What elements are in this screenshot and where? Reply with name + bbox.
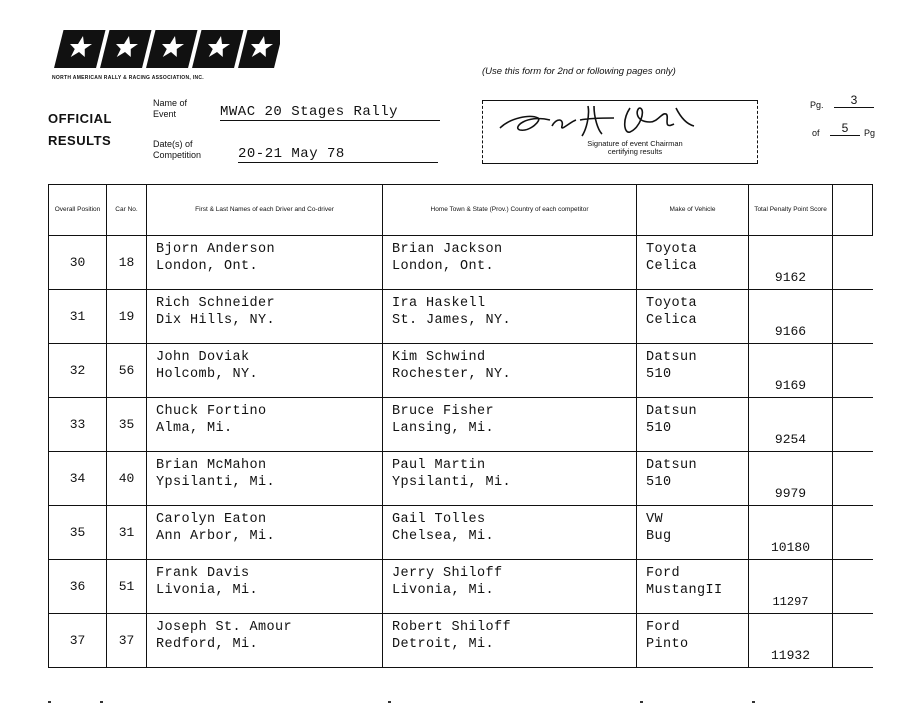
driver-town: Redford, Mi. (156, 637, 259, 652)
overall-position: 34 (49, 452, 107, 506)
page-label: Pg. (810, 100, 824, 110)
codriver-town: Rochester, NY. (392, 367, 512, 382)
car-number: 51 (107, 560, 147, 614)
codriver-name: Kim Schwind (392, 350, 486, 365)
codriver-cell (383, 614, 637, 668)
vehicle-make: Datsun (646, 350, 698, 365)
codriver-town: London, Ont. (392, 259, 495, 274)
codriver-name: Brian Jackson (392, 242, 503, 257)
codriver-name: Gail Tolles (392, 512, 486, 527)
vehicle-model: MustangII (646, 583, 723, 598)
form-note: (Use this form for 2nd or following pages only) (482, 66, 676, 77)
table-row (49, 290, 873, 344)
event-label-line2: Event (153, 109, 177, 119)
page-number: 3 (834, 93, 874, 108)
narra-logo (50, 28, 280, 80)
overall-position: 31 (49, 290, 107, 344)
car-number: 18 (107, 236, 147, 290)
codriver-town: Lansing, Mi. (392, 421, 495, 436)
vehicle-model: Celica (646, 259, 698, 274)
car-number: 31 (107, 506, 147, 560)
codriver-cell (383, 506, 637, 560)
scan-speck (100, 701, 103, 703)
driver-cell (147, 560, 383, 614)
table-row (49, 344, 873, 398)
scan-speck (48, 701, 51, 703)
driver-cell (147, 236, 383, 290)
vehicle-make: Toyota (646, 242, 698, 257)
driver-name: Rich Schneider (156, 296, 276, 311)
penalty-score: 9166 (749, 290, 833, 344)
overall-position: 37 (49, 614, 107, 668)
codriver-town: Chelsea, Mi. (392, 529, 495, 544)
vehicle-make: Datsun (646, 404, 698, 419)
vehicle-model: 510 (646, 421, 672, 436)
overall-position: 30 (49, 236, 107, 290)
signature-caption-line2: certifying results (607, 147, 663, 156)
vehicle-cell (637, 452, 749, 506)
codriver-name: Paul Martin (392, 458, 486, 473)
competition-date: 20-21 May 78 (238, 146, 438, 163)
codriver-name: Ira Haskell (392, 296, 486, 311)
scan-speck (640, 701, 643, 703)
blank-cell (833, 614, 873, 668)
signature-image (490, 100, 710, 140)
vehicle-model: 510 (646, 475, 672, 490)
driver-town: Ypsilanti, Mi. (156, 475, 276, 490)
vehicle-model: Celica (646, 313, 698, 328)
table-row (49, 452, 873, 506)
col-car-number: Car No. (107, 185, 147, 236)
codriver-town: Ypsilanti, Mi. (392, 475, 512, 490)
logo-subtitle: NORTH AMERICAN RALLY & RACING ASSOCIATION, INC. (52, 75, 204, 81)
col-penalty-score: Total Penalty Point Score (749, 185, 833, 236)
codriver-name: Jerry Shiloff (392, 566, 503, 581)
driver-town: London, Ont. (156, 259, 259, 274)
page-total: 5 (830, 121, 860, 136)
blank-cell (833, 290, 873, 344)
vehicle-model: Pinto (646, 637, 689, 652)
driver-town: Livonia, Mi. (156, 583, 259, 598)
vehicle-make: Toyota (646, 296, 698, 311)
table-row (49, 398, 873, 452)
driver-name: Carolyn Eaton (156, 512, 267, 527)
col-home-town: Home Town & State (Prov.) Country of each competitor (383, 185, 637, 236)
vehicle-cell (637, 560, 749, 614)
table-row (49, 614, 873, 668)
overall-position: 33 (49, 398, 107, 452)
date-label-line2: Competition (153, 150, 202, 160)
driver-town: Ann Arbor, Mi. (156, 529, 276, 544)
blank-cell (833, 236, 873, 290)
vehicle-model: 510 (646, 367, 672, 382)
vehicle-cell (637, 506, 749, 560)
driver-name: Bjorn Anderson (156, 242, 276, 257)
signature-caption-line1: Signature of event Chairman (587, 139, 683, 148)
driver-town: Alma, Mi. (156, 421, 233, 436)
car-number: 37 (107, 614, 147, 668)
codriver-cell (383, 398, 637, 452)
driver-name: John Doviak (156, 350, 250, 365)
vehicle-make: Ford (646, 620, 681, 635)
table-row (49, 560, 873, 614)
vehicle-make: VW (646, 512, 664, 527)
penalty-score: 11297 (749, 560, 833, 614)
driver-cell (147, 398, 383, 452)
driver-cell (147, 290, 383, 344)
col-blank (833, 185, 873, 236)
car-number: 56 (107, 344, 147, 398)
overall-position: 35 (49, 506, 107, 560)
codriver-town: Detroit, Mi. (392, 637, 495, 652)
vehicle-cell (637, 236, 749, 290)
penalty-score: 9169 (749, 344, 833, 398)
blank-cell (833, 452, 873, 506)
vehicle-make: Datsun (646, 458, 698, 473)
signature-caption (520, 140, 750, 156)
of-label: of (812, 128, 820, 138)
vehicle-make: Ford (646, 566, 681, 581)
date-label (153, 139, 201, 161)
date-label-line1: Date(s) of (153, 139, 193, 149)
driver-cell (147, 452, 383, 506)
results-table (48, 184, 873, 668)
codriver-town: Livonia, Mi. (392, 583, 495, 598)
codriver-cell (383, 236, 637, 290)
driver-name: Chuck Fortino (156, 404, 267, 419)
penalty-score: 9162 (749, 236, 833, 290)
car-number: 35 (107, 398, 147, 452)
table-row (49, 506, 873, 560)
codriver-cell (383, 560, 637, 614)
vehicle-cell (637, 398, 749, 452)
codriver-cell (383, 290, 637, 344)
event-label (153, 98, 187, 120)
codriver-cell (383, 344, 637, 398)
col-overall-position: Overall Position (49, 185, 107, 236)
scan-speck (388, 701, 391, 703)
results-line: RESULTS (48, 133, 112, 148)
car-number: 40 (107, 452, 147, 506)
vehicle-cell (637, 344, 749, 398)
codriver-cell (383, 452, 637, 506)
driver-cell (147, 506, 383, 560)
driver-town: Holcomb, NY. (156, 367, 259, 382)
event-name: MWAC 20 Stages Rally (220, 104, 440, 121)
driver-name: Brian McMahon (156, 458, 267, 473)
scan-speck (752, 701, 755, 703)
penalty-score: 10180 (749, 506, 833, 560)
driver-cell (147, 344, 383, 398)
blank-cell (833, 506, 873, 560)
vehicle-model: Bug (646, 529, 672, 544)
codriver-name: Robert Shiloff (392, 620, 512, 635)
overall-position: 32 (49, 344, 107, 398)
blank-cell (833, 344, 873, 398)
codriver-name: Bruce Fisher (392, 404, 495, 419)
official-results-heading (48, 108, 112, 152)
driver-cell (147, 614, 383, 668)
vehicle-cell (637, 614, 749, 668)
car-number: 19 (107, 290, 147, 344)
table-header-row (49, 185, 873, 236)
vehicle-cell (637, 290, 749, 344)
penalty-score: 9254 (749, 398, 833, 452)
col-vehicle: Make of Vehicle (637, 185, 749, 236)
event-label-line1: Name of (153, 98, 188, 108)
driver-name: Joseph St. Amour (156, 620, 293, 635)
driver-name: Frank Davis (156, 566, 250, 581)
col-driver-names: First & Last Names of each Driver and Co-driver (147, 185, 383, 236)
page-suffix: Pg (864, 128, 876, 138)
codriver-town: St. James, NY. (392, 313, 512, 328)
blank-cell (833, 398, 873, 452)
table-row (49, 236, 873, 290)
driver-town: Dix Hills, NY. (156, 313, 276, 328)
overall-position: 36 (49, 560, 107, 614)
penalty-score: 9979 (749, 452, 833, 506)
official-line: OFFICIAL (48, 111, 112, 126)
penalty-score: 11932 (749, 614, 833, 668)
blank-cell (833, 560, 873, 614)
